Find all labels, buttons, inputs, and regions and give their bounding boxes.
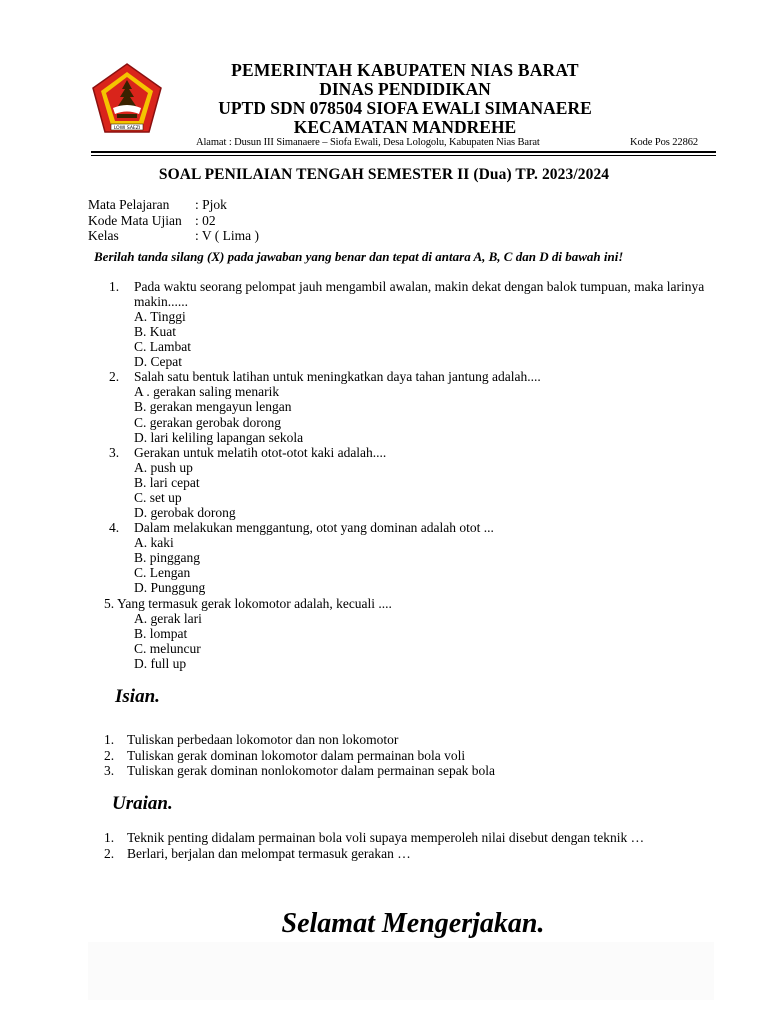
option-a: A. kaki bbox=[134, 535, 174, 551]
meta-key: Mata Pelajaran bbox=[88, 197, 170, 212]
closing-text: Selamat Mengerjakan. bbox=[281, 908, 545, 939]
option-b: B. lari cepat bbox=[134, 474, 200, 490]
district-name: KECAMATAN MANDREHE bbox=[293, 117, 517, 137]
meta-row-class bbox=[88, 228, 259, 244]
list-item bbox=[0, 732, 768, 748]
meta-row-code bbox=[88, 213, 259, 229]
meta-value: : 02 bbox=[195, 212, 216, 228]
item-text: Tuliskan gerak dominan lokomotor dalam permainan bola voli bbox=[127, 747, 466, 763]
meta-key: Kelas bbox=[88, 228, 119, 243]
item-text: Tuliskan gerak dominan nonlokomotor dalam permainan sepak bola bbox=[127, 763, 496, 778]
exam-meta bbox=[88, 197, 259, 244]
multiple-choice-section bbox=[0, 279, 768, 671]
option-c: C. meluncur bbox=[134, 640, 201, 656]
government-name: PEMERINTAH KABUPATEN NIAS BARAT bbox=[231, 60, 579, 80]
option-d: D. lari keliling lapangan sekola bbox=[134, 429, 304, 445]
list-item bbox=[0, 846, 768, 862]
question-2 bbox=[0, 369, 768, 444]
address-line bbox=[196, 137, 716, 148]
option-a: A . gerakan saling menarik bbox=[134, 384, 280, 400]
question-4 bbox=[0, 520, 768, 595]
meta-value: : V ( Lima ) bbox=[195, 228, 259, 243]
list-item bbox=[0, 830, 768, 846]
option-c: C. Lambat bbox=[134, 339, 191, 355]
item-text: Tuliskan perbedaan lokomotor dan non lokomotor bbox=[127, 732, 399, 747]
uraian-heading: Uraian. bbox=[112, 793, 173, 814]
item-text: Teknik penting didalam permainan bola voli supaya memperoleh nilai disebut dengan teknik … bbox=[127, 830, 645, 845]
option-b: B. lompat bbox=[134, 625, 188, 641]
option-d: D. Punggung bbox=[134, 580, 206, 596]
letterhead bbox=[170, 60, 640, 136]
option-b: B. gerakan mengayun lengan bbox=[134, 399, 292, 415]
item-number: 2. bbox=[104, 845, 115, 861]
page-footer-shade bbox=[88, 942, 714, 1000]
option-d: D. full up bbox=[134, 655, 187, 671]
option-c: C. gerakan gerobak dorong bbox=[134, 414, 281, 430]
item-text: Berlari, berjalan dan melompat termasuk gerakan … bbox=[127, 845, 411, 861]
option-c: C. Lengan bbox=[134, 565, 191, 581]
item-number: 1. bbox=[104, 830, 115, 845]
option-a: A. Tinggi bbox=[134, 309, 186, 324]
option-a: A. gerak lari bbox=[134, 610, 202, 626]
department-name: DINAS PENDIDIKAN bbox=[319, 79, 491, 99]
question-text: Dalam melakukan menggantung, otot yang dominan adalah otot ... bbox=[134, 520, 494, 536]
postal-code: Kode Pos 22862 bbox=[630, 137, 699, 148]
item-number: 3. bbox=[104, 763, 115, 778]
uraian-list bbox=[0, 830, 768, 861]
instruction-text: Berilah tanda silang (X) pada jawaban yang benar dan tepat di antara A, B, C dan D di bawah ini! bbox=[94, 249, 624, 264]
school-name: UPTD SDN 078504 SIOFA EWALI SIMANAERE bbox=[218, 98, 592, 118]
question-number: 5. bbox=[104, 595, 115, 611]
question-number: 2. bbox=[109, 369, 120, 385]
regency-seal-logo bbox=[91, 62, 163, 136]
question-5 bbox=[0, 596, 768, 671]
meta-value: : Pjok bbox=[195, 197, 227, 212]
list-item bbox=[0, 763, 768, 779]
isian-heading: Isian. bbox=[115, 686, 160, 707]
letterhead-rule-thick bbox=[91, 151, 716, 153]
seal-motto: LOWI SAEZI bbox=[113, 126, 141, 131]
option-d: D. gerobak dorong bbox=[134, 505, 236, 521]
letterhead-rule-thin bbox=[91, 155, 716, 156]
question-text: Gerakan untuk melatih otot-otot kaki adalah.... bbox=[134, 444, 387, 460]
question-body: Yang termasuk gerak lokomotor adalah, kecuali .... bbox=[117, 595, 392, 611]
option-c: C. set up bbox=[134, 489, 182, 505]
question-number: 4. bbox=[109, 520, 120, 536]
question-text: Pada waktu seorang pelompat jauh mengambil awalan, makin dekat dengan balok tumpuan, maka larinya makin...... bbox=[134, 279, 705, 309]
isian-list bbox=[0, 732, 768, 779]
list-item bbox=[0, 748, 768, 764]
option-b: B. pinggang bbox=[134, 550, 200, 566]
question-number: 1. bbox=[109, 279, 120, 294]
question-3 bbox=[0, 445, 768, 520]
address-text: Alamat : Dusun III Simanaere – Siofa Ewali, Desa Lologolu, Kabupaten Nias Barat bbox=[196, 137, 540, 148]
question-text bbox=[0, 596, 768, 611]
question-text: Salah satu bentuk latihan untuk meningkatkan daya tahan jantung adalah.... bbox=[134, 369, 541, 385]
meta-key: Kode Mata Ujian bbox=[88, 212, 182, 228]
option-b: B. Kuat bbox=[134, 324, 176, 340]
question-number: 3. bbox=[109, 444, 120, 460]
exam-title: SOAL PENILAIAN TENGAH SEMESTER II (Dua) TP. 2023/2024 bbox=[158, 166, 610, 183]
item-number: 1. bbox=[104, 732, 115, 747]
option-d: D. Cepat bbox=[134, 354, 182, 370]
item-number: 2. bbox=[104, 747, 115, 763]
seal-emblem-icon bbox=[91, 62, 163, 136]
option-a: A. push up bbox=[134, 459, 193, 475]
question-1 bbox=[0, 279, 768, 369]
meta-row-subject bbox=[88, 197, 259, 213]
